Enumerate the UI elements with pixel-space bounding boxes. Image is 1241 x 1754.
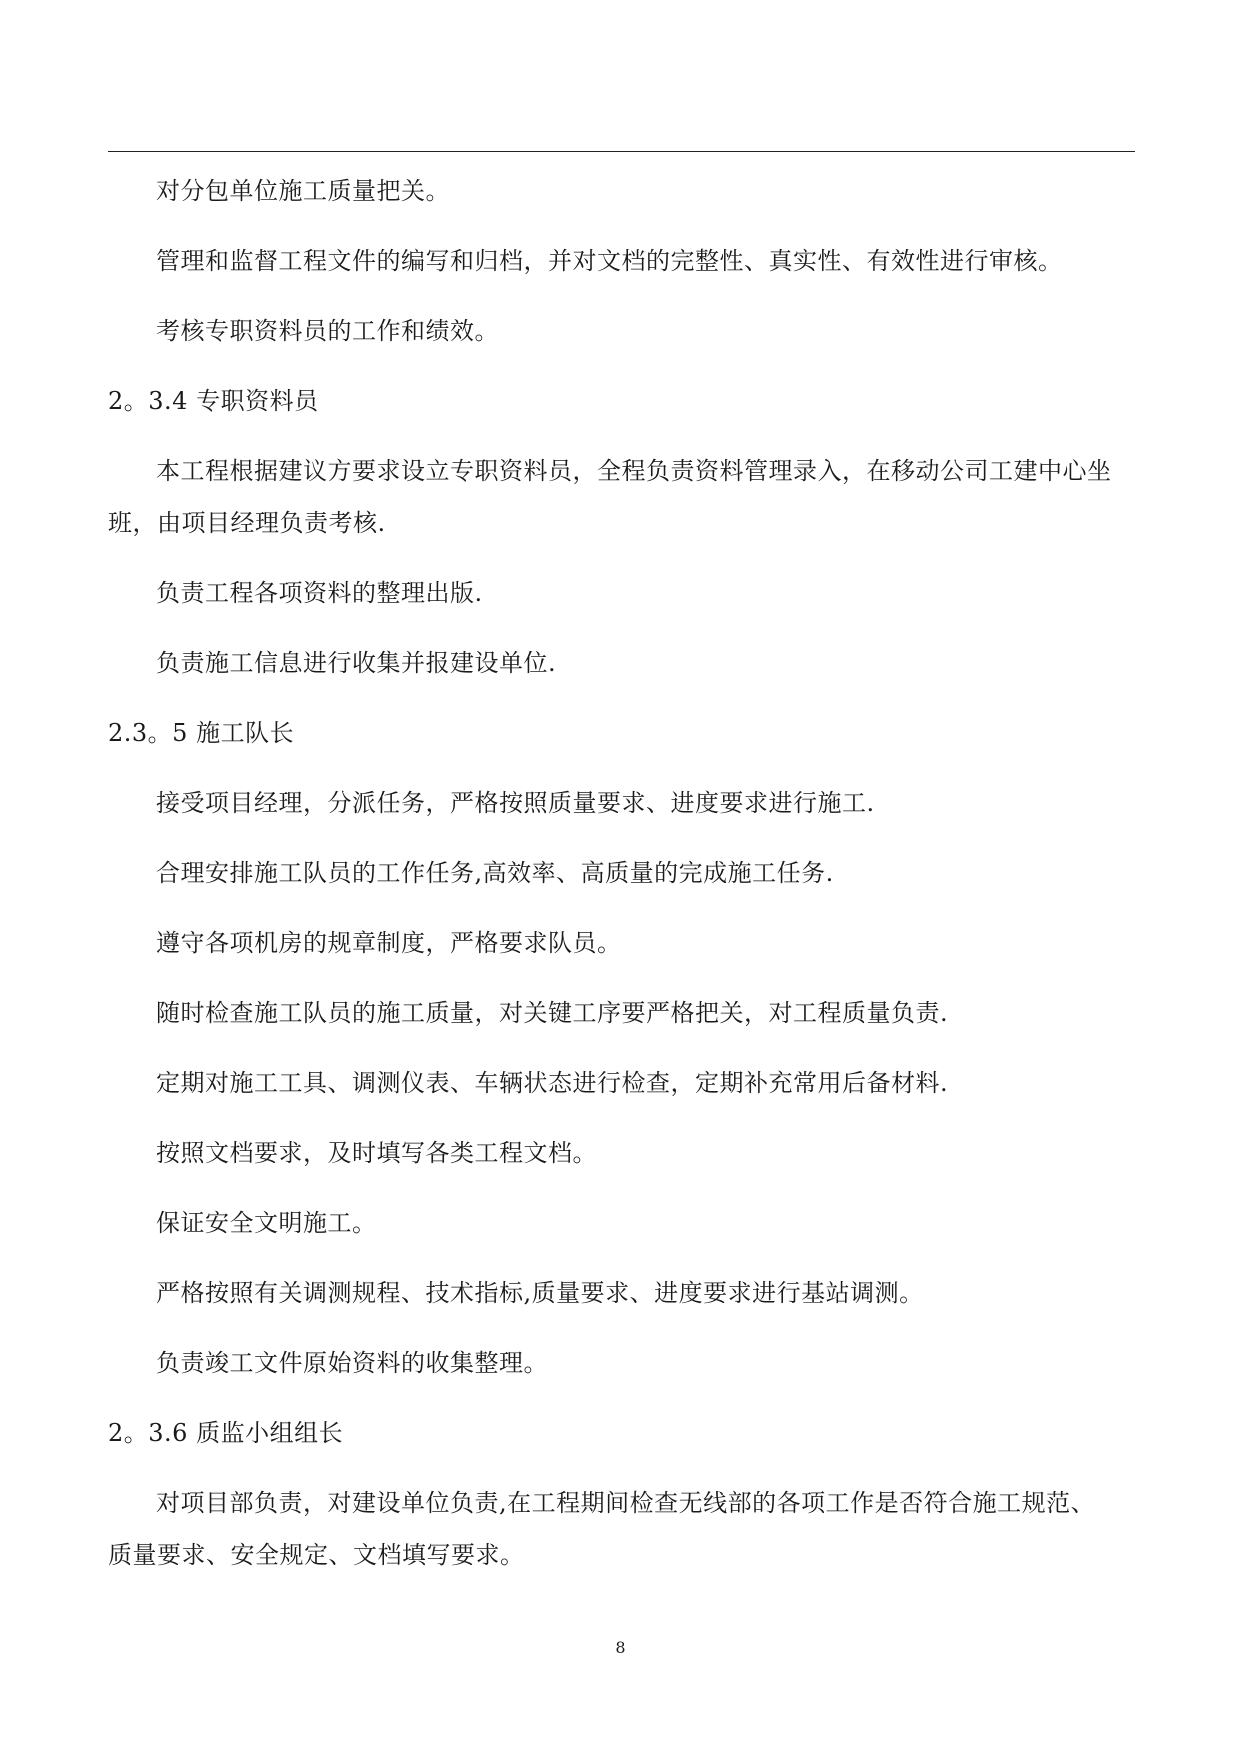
paragraph-document-management: 管理和监督工程文件的编写和归档，并对文档的完整性、真实性、有效性进行审核。	[156, 247, 1063, 275]
paragraph-clerk-setup-line1: 本工程根据建议方要求设立专职资料员，全程负责资料管理录入，在移动公司工建中心坐	[156, 457, 1112, 485]
page-number: 8	[615, 1638, 626, 1657]
paragraph-room-rules: 遵守各项机房的规章制度，严格要求队员。	[156, 929, 622, 957]
paragraph-info-collection: 负责施工信息进行收集并报建设单位.	[156, 649, 557, 677]
paragraph-station-testing: 严格按照有关调测规程、技术指标,质量要求、进度要求进行基站调测。	[156, 1279, 924, 1307]
paragraph-quality-check: 随时检查施工队员的施工质量，对关键工序要严格把关，对工程质量负责.	[156, 999, 949, 1027]
paragraph-arrange-tasks: 合理安排施工队员的工作任务,高效率、高质量的完成施工任务.	[156, 859, 834, 887]
paragraph-safe-construction: 保证安全文明施工。	[156, 1209, 377, 1237]
paragraph-assess-clerk: 考核专职资料员的工作和绩效。	[156, 317, 499, 345]
paragraph-subcontract-quality: 对分包单位施工质量把关。	[156, 177, 450, 205]
paragraph-qc-leader-line1: 对项目部负责，对建设单位负责,在工程期间检查无线部的各项工作是否符合施工规范、	[156, 1489, 1096, 1517]
section-heading-2-3-4: 2。3.4 专职资料员	[108, 387, 319, 415]
section-heading-2-3-5: 2.3。5 施工队长	[108, 719, 295, 747]
paragraph-fill-documents: 按照文档要求，及时填写各类工程文档。	[156, 1139, 597, 1167]
paragraph-data-publishing: 负责工程各项资料的整理出版.	[156, 579, 483, 607]
paragraph-accept-tasks: 接受项目经理，分派任务，严格按照质量要求、进度要求进行施工.	[156, 789, 875, 817]
header-rule	[108, 151, 1135, 152]
paragraph-clerk-setup-line2: 班，由项目经理负责考核.	[108, 509, 386, 537]
section-heading-2-3-6: 2。3.6 质监小组组长	[108, 1419, 344, 1447]
paragraph-completion-files: 负责竣工文件原始资料的收集整理。	[156, 1349, 548, 1377]
paragraph-qc-leader-line2: 质量要求、安全规定、文档填写要求。	[108, 1541, 525, 1569]
paragraph-tool-inspection: 定期对施工工具、调测仪表、车辆状态进行检查，定期补充常用后备材料.	[156, 1069, 949, 1097]
